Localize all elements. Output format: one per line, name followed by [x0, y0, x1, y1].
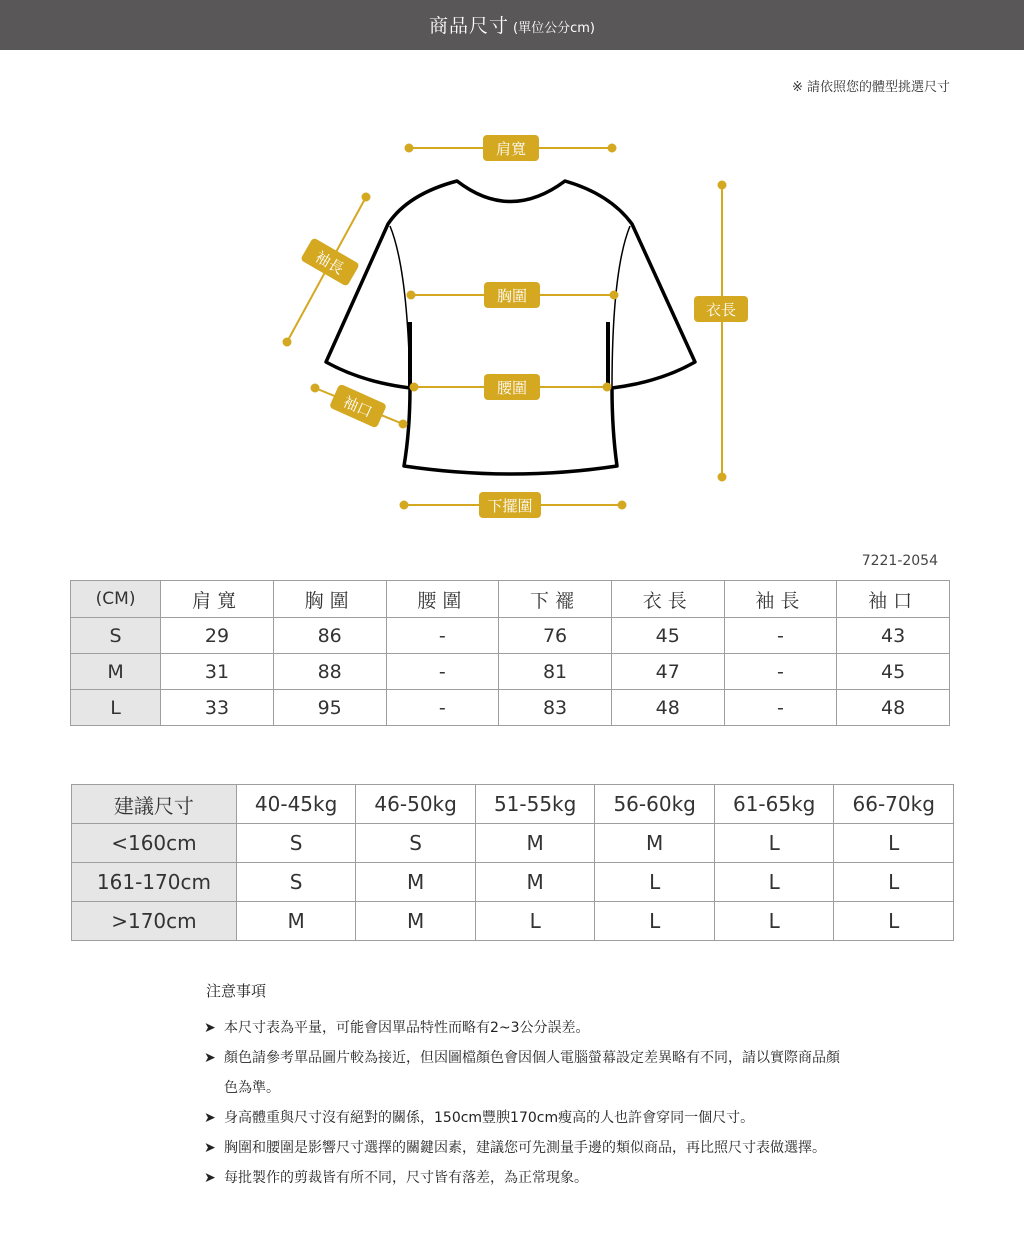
list-item [206, 1013, 846, 1043]
table-cell: L [714, 863, 834, 902]
note-text: 胸圍和腰圍是影響尺寸選擇的關鍵因素，建議您可先測量手邊的類似商品，再比照尺寸表做選擇。 [224, 1140, 826, 1156]
note-text: 每批製作的剪裁皆有所不同，尺寸皆有落差，為正常現象。 [224, 1170, 588, 1186]
size-table-header-row [71, 581, 950, 618]
hem-label-tag [479, 492, 541, 518]
arrow-icon: ➤ [204, 1050, 216, 1066]
arrow-icon: ➤ [204, 1140, 216, 1156]
header-chest: 胸圍 [273, 581, 386, 618]
table-row [72, 824, 954, 863]
waist-label-tag [484, 374, 540, 400]
arrow-icon: ➤ [204, 1170, 216, 1186]
weight-header: 51-55kg [475, 785, 595, 824]
recommend-table-corner: 建議尺寸 [72, 785, 237, 824]
table-cell: - [724, 618, 837, 654]
table-cell: S [236, 824, 356, 863]
table-cell: M [356, 902, 476, 941]
list-item [206, 1163, 846, 1193]
size-table-corner: (CM) [71, 581, 161, 618]
weight-header: 61-65kg [714, 785, 834, 824]
header-length: 衣長 [611, 581, 724, 618]
table-cell: 88 [273, 654, 386, 690]
list-item [206, 1133, 846, 1163]
chest-label-tag [484, 282, 540, 308]
page-title: 商品尺寸 [429, 15, 510, 37]
table-cell: M [236, 902, 356, 941]
waist-label: 腰圍 [496, 379, 528, 397]
hem-label: 下擺圍 [487, 497, 533, 515]
table-cell: 43 [837, 618, 950, 654]
table-cell: 95 [273, 690, 386, 726]
table-cell: 86 [273, 618, 386, 654]
table-row [71, 618, 950, 654]
table-cell: L [714, 824, 834, 863]
shoulder-label: 肩寬 [495, 140, 527, 158]
weight-header: 46-50kg [356, 785, 476, 824]
table-cell: 81 [499, 654, 612, 690]
table-cell: 48 [611, 690, 724, 726]
table-cell: 45 [611, 618, 724, 654]
table-cell: S [236, 863, 356, 902]
chest-label: 胸圍 [496, 287, 528, 305]
table-cell: - [386, 618, 499, 654]
product-code: 7221-2054 [861, 553, 938, 569]
shoulder-label-tag [483, 135, 539, 161]
table-cell: L [595, 902, 715, 941]
table-row [71, 690, 950, 726]
table-cell: M [595, 824, 715, 863]
sleeve-length-label: 袖長 [312, 247, 347, 279]
note-text: 顏色請參考單品圖片較為接近，但因圖檔顏色會因個人電腦螢幕設定差異略有不同，請以實際商品顏色為準。 [224, 1050, 840, 1096]
arrow-icon: ➤ [204, 1110, 216, 1126]
header-waist: 腰圍 [386, 581, 499, 618]
weight-header: 40-45kg [236, 785, 356, 824]
table-cell: S [356, 824, 476, 863]
table-row [72, 863, 954, 902]
height-label: >170cm [72, 902, 237, 941]
notes-section [206, 980, 846, 1193]
note-text: 身高體重與尺寸沒有絕對的關係，150cm豐腴170cm瘦高的人也許會穿同一個尺寸。 [224, 1110, 755, 1126]
cuff-label-tag [329, 384, 387, 429]
garment-diagram [0, 0, 1024, 540]
weight-header: 66-70kg [834, 785, 954, 824]
table-cell: L [475, 902, 595, 941]
table-cell: - [386, 690, 499, 726]
recommend-size-table [71, 784, 954, 941]
table-cell: L [834, 863, 954, 902]
size-label: M [71, 654, 161, 690]
height-label: <160cm [72, 824, 237, 863]
list-item [206, 1043, 846, 1103]
table-cell: 31 [161, 654, 274, 690]
header-hem: 下襬 [499, 581, 612, 618]
height-label: 161-170cm [72, 863, 237, 902]
length-label: 衣長 [705, 301, 737, 319]
table-cell: 45 [837, 654, 950, 690]
weight-header: 56-60kg [595, 785, 715, 824]
arrow-icon: ➤ [204, 1020, 216, 1036]
note-text: 本尺寸表為平量，可能會因單品特性而略有2~3公分誤差。 [224, 1020, 590, 1036]
size-table [70, 580, 950, 726]
table-cell: 76 [499, 618, 612, 654]
table-cell: L [834, 824, 954, 863]
table-cell: 29 [161, 618, 274, 654]
table-cell: M [475, 824, 595, 863]
notes-title: 注意事項 [206, 982, 267, 1000]
size-selection-note: ※ 請依照您的體型挑選尺寸 [791, 80, 950, 95]
sleeve-length-label-tag [300, 237, 360, 287]
recommend-table-header-row [72, 785, 954, 824]
table-cell: L [834, 902, 954, 941]
table-cell: L [714, 902, 834, 941]
table-cell: - [724, 654, 837, 690]
cuff-label: 袖口 [340, 392, 375, 422]
table-cell: M [356, 863, 476, 902]
table-cell: 47 [611, 654, 724, 690]
table-row [72, 902, 954, 941]
table-cell: L [595, 863, 715, 902]
shirt-outline [326, 181, 695, 474]
size-label: L [71, 690, 161, 726]
header-cuff: 袖口 [837, 581, 950, 618]
table-cell: 48 [837, 690, 950, 726]
list-item [206, 1103, 846, 1133]
header-sleeve-length: 袖長 [724, 581, 837, 618]
table-cell: 83 [499, 690, 612, 726]
table-cell: 33 [161, 690, 274, 726]
table-cell: - [386, 654, 499, 690]
table-cell: - [724, 690, 837, 726]
table-cell: M [475, 863, 595, 902]
unit-label: (單位公分cm) [513, 21, 595, 36]
header-shoulder: 肩寬 [161, 581, 274, 618]
table-row [71, 654, 950, 690]
size-label: S [71, 618, 161, 654]
length-label-tag [694, 296, 748, 322]
